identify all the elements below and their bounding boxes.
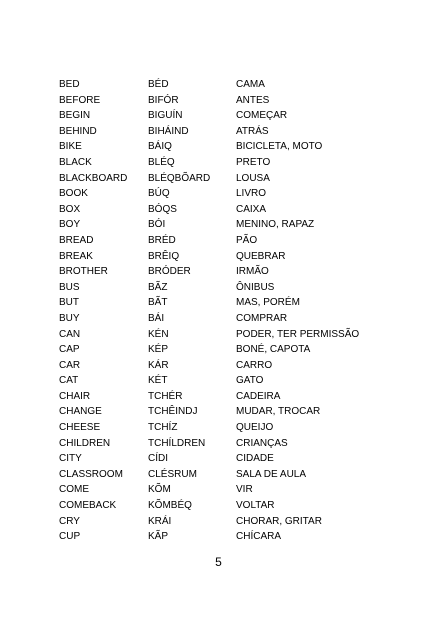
english-word: BUT: [59, 297, 79, 309]
vocab-row: [59, 373, 399, 389]
vocab-row: [59, 467, 399, 483]
english-word: BEHIND: [59, 125, 97, 137]
english-word: COME: [59, 484, 89, 496]
vocab-row: [59, 77, 399, 93]
pronunciation: TCHÊINDJ: [148, 406, 198, 418]
page-number: 5: [215, 555, 222, 569]
vocab-row: [59, 389, 399, 405]
vocab-row: [59, 249, 399, 265]
english-word: BEFORE: [59, 94, 101, 106]
pronunciation: KÕMBÉQ: [148, 500, 192, 512]
vocab-row: [59, 171, 399, 187]
english-word: BUS: [59, 281, 80, 293]
pronunciation: BÓI: [148, 219, 166, 231]
english-word: CRY: [59, 515, 80, 527]
english-word: CAN: [59, 328, 81, 340]
portuguese-translation: BONÉ, CAPOTA: [236, 344, 311, 356]
english-word: CITY: [59, 453, 82, 465]
vocab-row: [59, 264, 399, 280]
pronunciation: BIHÁIND: [148, 125, 189, 137]
english-word: CHILDREN: [59, 437, 111, 449]
portuguese-translation: SALA DE AULA: [236, 468, 307, 480]
vocab-row: [59, 155, 399, 171]
pronunciation: CLÉSRUM: [148, 468, 197, 480]
pronunciation: KÃP: [148, 531, 169, 543]
english-word: BOX: [59, 203, 81, 215]
vocab-row: [59, 280, 399, 296]
pronunciation: KÕM: [148, 484, 171, 496]
english-word: BOY: [59, 219, 81, 231]
english-word: CHAIR: [59, 390, 91, 402]
english-word: CHANGE: [59, 406, 102, 418]
portuguese-translation: ÔNIBUS: [236, 281, 275, 293]
english-word: BED: [59, 79, 80, 90]
vocab-row: [59, 358, 399, 374]
portuguese-translation: ANTES: [236, 94, 270, 106]
portuguese-translation: MUDAR, TROCAR: [236, 406, 321, 418]
portuguese-translation: QUEBRAR: [236, 250, 286, 262]
vocabulary-list: [59, 77, 399, 545]
english-word: BREAD: [59, 234, 94, 246]
pronunciation: TCHÍZ: [148, 422, 178, 434]
english-word: CHEESE: [59, 422, 101, 434]
portuguese-translation: CRIANÇAS: [236, 437, 288, 449]
vocab-row: [59, 514, 399, 530]
vocab-row: [59, 342, 399, 358]
vocab-row: [59, 93, 399, 109]
vocab-row: [59, 217, 399, 233]
pronunciation: KÁR: [148, 359, 169, 371]
english-word: BLACK: [59, 156, 92, 168]
portuguese-translation: LIVRO: [236, 188, 267, 200]
pronunciation: BRÉD: [148, 234, 176, 246]
portuguese-translation: COMPRAR: [236, 312, 288, 324]
english-word: COMEBACK: [59, 500, 117, 512]
portuguese-translation: GATO: [236, 375, 264, 387]
english-word: CAR: [59, 359, 81, 371]
vocab-row: [59, 108, 399, 124]
english-word: BEGIN: [59, 110, 91, 122]
vocab-row: [59, 124, 399, 140]
portuguese-translation: LOUSA: [236, 172, 270, 184]
portuguese-translation: IRMÃO: [236, 266, 269, 278]
portuguese-translation: VOLTAR: [236, 500, 275, 512]
vocab-row: [59, 529, 399, 545]
portuguese-translation: CARRO: [236, 359, 273, 371]
pronunciation: BRÓDER: [148, 266, 191, 278]
pronunciation: BÃZ: [148, 281, 168, 293]
pronunciation: BRÊIQ: [148, 250, 180, 262]
vocab-row: [59, 139, 399, 155]
vocab-row: [59, 202, 399, 218]
pronunciation: TCHÉR: [148, 390, 183, 402]
pronunciation: BLÉQBÕARD: [148, 172, 211, 184]
english-word: CAT: [59, 375, 79, 387]
pronunciation: BIGUÍN: [148, 110, 183, 122]
vocab-row: [59, 436, 399, 452]
portuguese-translation: MENINO, RAPAZ: [236, 219, 315, 231]
vocab-row: [59, 311, 399, 327]
pronunciation: KÉT: [148, 375, 168, 387]
portuguese-translation: BICICLETA, MOTO: [236, 141, 323, 153]
portuguese-translation: ATRÁS: [236, 125, 269, 137]
vocab-row: [59, 498, 399, 514]
pronunciation: BÉD: [148, 79, 169, 90]
pronunciation: KÉN: [148, 328, 169, 340]
english-word: BIKE: [59, 141, 82, 153]
portuguese-translation: PÃO: [236, 234, 258, 246]
pronunciation: BIFÓR: [148, 94, 179, 106]
vocab-row: [59, 327, 399, 343]
vocab-row: [59, 404, 399, 420]
pronunciation: CÍDI: [148, 453, 168, 465]
english-word: BROTHER: [59, 266, 108, 278]
portuguese-translation: COMEÇAR: [236, 110, 288, 122]
pronunciation: BÓQS: [148, 203, 177, 215]
pronunciation: BÁI: [148, 312, 165, 324]
english-word: BOOK: [59, 188, 88, 200]
english-word: CUP: [59, 531, 81, 543]
pronunciation: KÉP: [148, 344, 169, 356]
vocab-row: [59, 186, 399, 202]
pronunciation: BÚQ: [148, 188, 170, 200]
pronunciation: TCHÍLDREN: [148, 437, 206, 449]
english-word: BREAK: [59, 250, 93, 262]
pronunciation: BÃT: [148, 297, 168, 309]
english-word: CAP: [59, 344, 80, 356]
portuguese-translation: QUEIJO: [236, 422, 274, 434]
english-word: BLACKBOARD: [59, 172, 128, 184]
pronunciation: BÁIQ: [148, 141, 172, 153]
pronunciation: KRÁI: [148, 515, 172, 527]
vocab-row: [59, 233, 399, 249]
portuguese-translation: PRETO: [236, 156, 271, 168]
vocab-row: [59, 451, 399, 467]
english-word: CLASSROOM: [59, 468, 123, 480]
portuguese-translation: CAMA: [236, 79, 265, 90]
pronunciation: BLÉQ: [148, 156, 175, 168]
portuguese-translation: MAS, PORÉM: [236, 297, 300, 309]
portuguese-translation: CIDADE: [236, 453, 274, 465]
vocab-row: [59, 295, 399, 311]
vocab-row: [59, 420, 399, 436]
portuguese-translation: CAIXA: [236, 203, 267, 215]
portuguese-translation: CADEIRA: [236, 390, 281, 402]
english-word: BUY: [59, 312, 80, 324]
portuguese-translation: VIR: [236, 484, 253, 496]
portuguese-translation: PODER, TER PERMISSÃO: [236, 328, 360, 340]
portuguese-translation: CHÍCARA: [236, 531, 282, 543]
portuguese-translation: CHORAR, GRITAR: [236, 515, 322, 527]
vocab-row: [59, 482, 399, 498]
